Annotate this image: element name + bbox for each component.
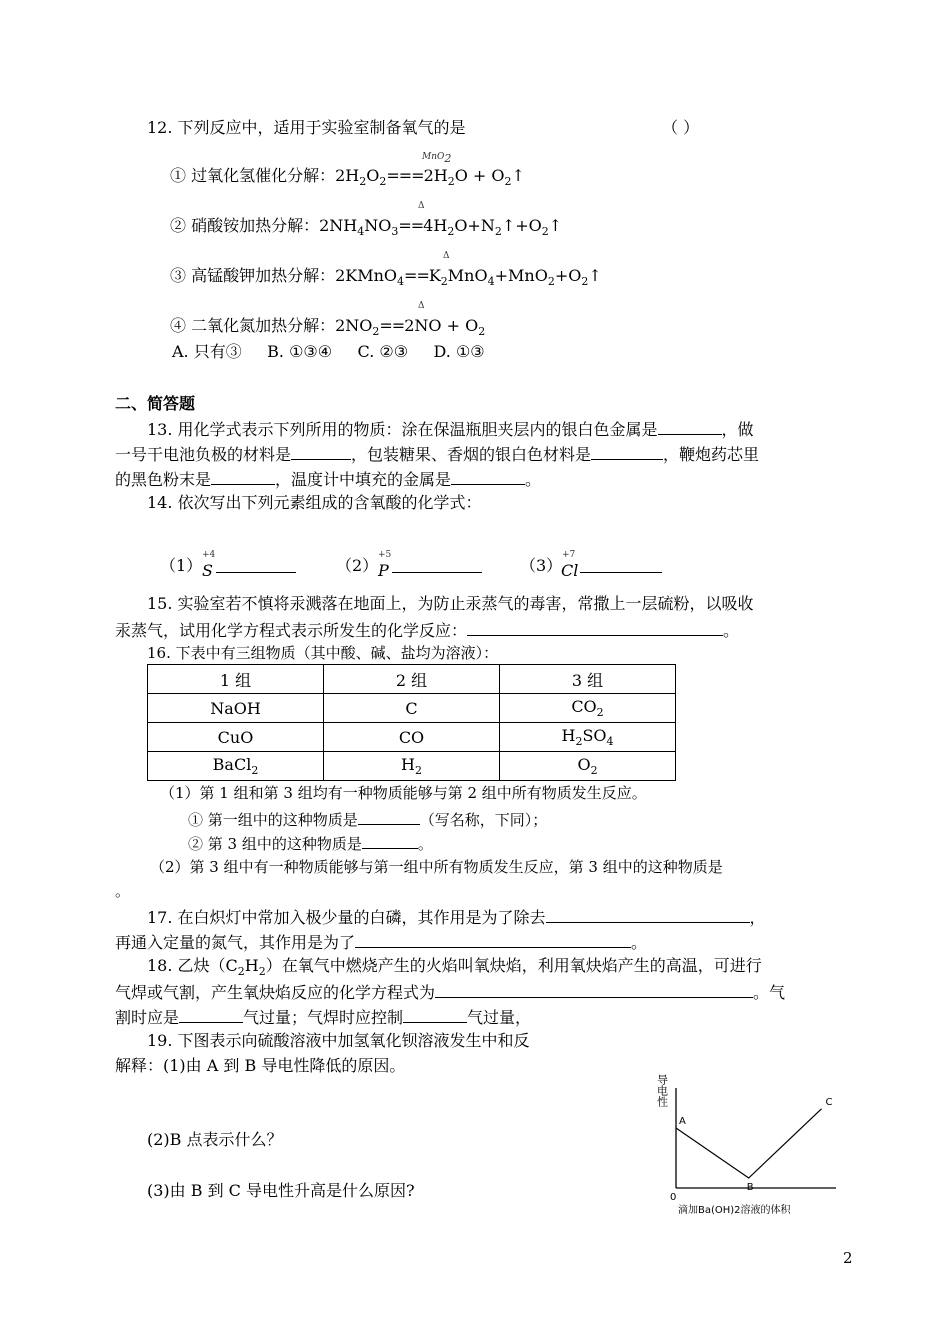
q13-text-3b: ，温度计中填充的金属是 (275, 470, 452, 489)
q13-line-2 (115, 443, 759, 465)
q14-item-3-element: Cl (561, 561, 579, 580)
q19-sub-2: (2)B 点表示什么？ (147, 1130, 283, 1149)
q19-sub-3: (3)由 B 到 C 导电性升高是什么原因? (147, 1181, 415, 1200)
q12-opt3-left: 2KMnO$_4$ (335, 266, 405, 289)
x-axis-label: 滴加Ba(OH)2溶液的体积 (678, 1205, 791, 1216)
q18-line-3 (115, 1006, 531, 1028)
table-cell: $H_2$ (324, 752, 500, 781)
origin-label: 0 (670, 1192, 677, 1203)
q13-blank-4[interactable] (211, 468, 275, 485)
q18-text-3b: 气过量；气焊时应控制 (243, 1008, 404, 1027)
q12-opt1-catalyst: MnO$_2$ (422, 151, 452, 165)
q13-text-1a: 13. 用化学式表示下列所用的物质：涂在保温瓶胆夹层内的银白色金属是 (147, 420, 658, 439)
q16-blank-2[interactable] (362, 832, 418, 849)
q12-opt4-right: $2NO + O_2$ (404, 316, 486, 339)
table-cell: NaOH (148, 694, 324, 723)
q13-text-2b: ，包装糖果、香烟的银白色材料是 (351, 445, 592, 464)
q16-blank-1[interactable] (358, 808, 420, 825)
point-label-c: C (825, 1096, 833, 1108)
q19-line-2: 解释：(1)由 A 到 B 导电性降低的原因。 (115, 1056, 406, 1075)
q16-text-1b-end: 。 (417, 835, 433, 853)
q14-item-1-label: （1） (160, 556, 203, 575)
q12-answer-paren: （ ） (662, 118, 700, 137)
q14-blank-1[interactable] (216, 556, 296, 573)
section-2-title: 二、简答题 (115, 394, 196, 413)
q12-opt4-equals: == (379, 316, 405, 335)
q16-stem: 16. 下表中有三组物质（其中酸、碱、盐均为溶液）： (147, 644, 499, 662)
q17-text-1b: ， (749, 908, 766, 927)
q14-item-3-label: （3） (520, 556, 563, 575)
q18-blank-1[interactable] (435, 981, 753, 998)
q14-item-3-valence: +7 (562, 550, 576, 560)
q12-option-3 (170, 266, 602, 292)
y-axis-label: 导电性 (655, 1074, 669, 1107)
q12-opt2-heat: Δ (418, 201, 425, 211)
table-cell: CO (324, 723, 500, 752)
q12-opt4-label: ④ 二氧化氮加热分解： (170, 316, 336, 335)
q16-part-1a (188, 808, 547, 830)
q14-item-2-valence: +5 (378, 550, 392, 560)
q16-text-1a-end: （写名称，下同）； (419, 811, 548, 829)
q12-choices: A. 只有③ B. ①③④ C. ②③ D. ①③ (172, 342, 485, 361)
q12-opt4-left: $2NO_2$ (335, 316, 380, 339)
q14-item-2-label: （2） (336, 556, 379, 575)
q14-item-1-element: S (202, 561, 213, 580)
q13-text-3a: 的黑色粉末是 (115, 470, 212, 489)
table-cell: BaCl$_2$ (148, 752, 324, 781)
table-row (148, 723, 676, 752)
q12-option-2 (170, 216, 562, 242)
q16-table (147, 664, 676, 781)
table-header-cell: 2 组 (324, 665, 500, 694)
q12-opt1-label: ① 过氧化氢催化分解： (170, 166, 336, 185)
q12-opt4-heat: Δ (418, 301, 425, 311)
q13-text-2a: 一号干电池负极的材料是 (115, 445, 292, 464)
q17-line-2 (115, 931, 647, 953)
q18-text-3a: 割时应是 (115, 1008, 180, 1027)
q12-opt1-left: $2H_2O_2$ (335, 166, 387, 189)
q16-part-2-end: 。 (115, 882, 131, 900)
q17-blank-2[interactable] (355, 931, 631, 948)
q13-line-1 (147, 418, 754, 440)
q14-blank-3[interactable] (580, 556, 662, 573)
q12-opt3-heat: Δ (443, 251, 450, 261)
q16-text-1a: ① 第一组中的这种物质是 (188, 811, 358, 829)
table-cell: C (324, 694, 500, 723)
table-row (148, 694, 676, 723)
q15-line-1: 15. 实验室若不慎将汞溅落在地面上，为防止汞蒸气的毒害，常撒上一层硫粉，以吸收 (147, 594, 754, 613)
q13-text-1b: ，做 (721, 420, 754, 439)
table-cell: $H_2SO_4$ (500, 723, 676, 752)
q18-text-2b: 。气 (753, 983, 786, 1002)
q15-line-2 (115, 619, 739, 641)
q12-stem: 12. 下列反应中，适用于实验室制备氧气的是 (147, 118, 466, 137)
q19-line-1: 19. 下图表示向硫酸溶液中加氢氧化钡溶液发生中和反 (147, 1031, 530, 1050)
q14-stem: 14. 依次写出下列元素组成的含氧酸的化学式： (147, 493, 482, 512)
q14-item-1-valence: +4 (202, 550, 216, 560)
q16-part-2: （2）第 3 组中有一种物质能够与第一组中所有物质发生反应，第 3 组中的这种物质是 (150, 858, 723, 876)
q12-opt2-label: ② 硝酸铵加热分解： (170, 216, 320, 235)
q12-opt3-label: ③ 高锰酸钾加热分解： (170, 266, 336, 285)
table-row (148, 752, 676, 781)
q12-opt2-right: $4H_2O+N_2↑+O_2↑$ (423, 216, 563, 239)
q17-blank-1[interactable] (546, 906, 750, 923)
q12-opt3-equals: == (404, 266, 429, 285)
q13-text-2c: ，鞭炮药芯里 (663, 445, 760, 464)
q12-opt3-right: $K_2MnO_4+MnO_2+O_2↑$ (428, 266, 602, 289)
q12-opt2-equals: == (398, 216, 424, 235)
conductivity-chart (640, 1060, 850, 1230)
q18-text-3c: 气过量， (467, 1008, 532, 1027)
series-line (676, 1109, 822, 1178)
q17-text-2a: 再通入定量的氮气，其作用是为了 (115, 933, 356, 952)
q18-line-1: 18. 乙炔$(C_2H_2)$在氧气中燃烧产生的火焰叫氧炔焰，利用氧炔焰产生的高温，可进行 (147, 956, 762, 979)
q13-blank-1[interactable] (658, 418, 722, 435)
table-header-row (148, 665, 676, 694)
point-label-b: B (746, 1182, 754, 1193)
q15-text-2a: 汞蒸气，试用化学方程式表示所发生的化学反应： (115, 621, 468, 640)
q12-opt2-left: $2NH_4NO_3$ (319, 216, 399, 239)
page-number: 2 (843, 1249, 853, 1267)
q18-blank-3[interactable] (403, 1006, 467, 1023)
q13-text-3c: 。 (525, 470, 542, 489)
table-cell: $CO_2$ (500, 694, 676, 723)
q13-blank-2[interactable] (291, 443, 351, 460)
q14-item-2-element: P (378, 561, 389, 580)
q13-line-3 (115, 468, 541, 490)
q17-line-1 (147, 906, 766, 928)
q12-option-1 (170, 166, 525, 192)
q15-text-2b: 。 (723, 621, 740, 640)
q15-blank[interactable] (467, 619, 723, 636)
q17-text-1a: 17. 在白炽灯中常加入极少量的白磷，其作用是为了除去 (147, 908, 546, 927)
q12-opt1-equals: === (386, 166, 424, 185)
q13-blank-5[interactable] (451, 468, 525, 485)
q16-part-1b (188, 832, 433, 854)
q18-text-2a: 气焊或气割，产生氧炔焰反应的化学方程式为 (115, 983, 436, 1002)
table-cell: $O_2$ (500, 752, 676, 781)
table-header-cell: 1 组 (148, 665, 324, 694)
q13-blank-3[interactable] (591, 443, 663, 460)
q16-text-1b: ② 第 3 组中的这种物质是 (188, 835, 362, 853)
q12-option-4 (170, 316, 485, 342)
table-header-cell: 3 组 (500, 665, 676, 694)
q18-blank-2[interactable] (179, 1006, 243, 1023)
q18-line-2 (115, 981, 785, 1003)
q14-blank-2[interactable] (392, 556, 482, 573)
q17-text-2b: 。 (631, 933, 648, 952)
table-cell: CuO (148, 723, 324, 752)
q16-part-1: （1）第 1 组和第 3 组均有一种物质能够与第 2 组中所有物质发生反应。 (160, 784, 647, 802)
q12-opt1-right: $2H_2O$ + $O_2↑$ (423, 166, 525, 189)
point-label-a: A (679, 1116, 686, 1127)
